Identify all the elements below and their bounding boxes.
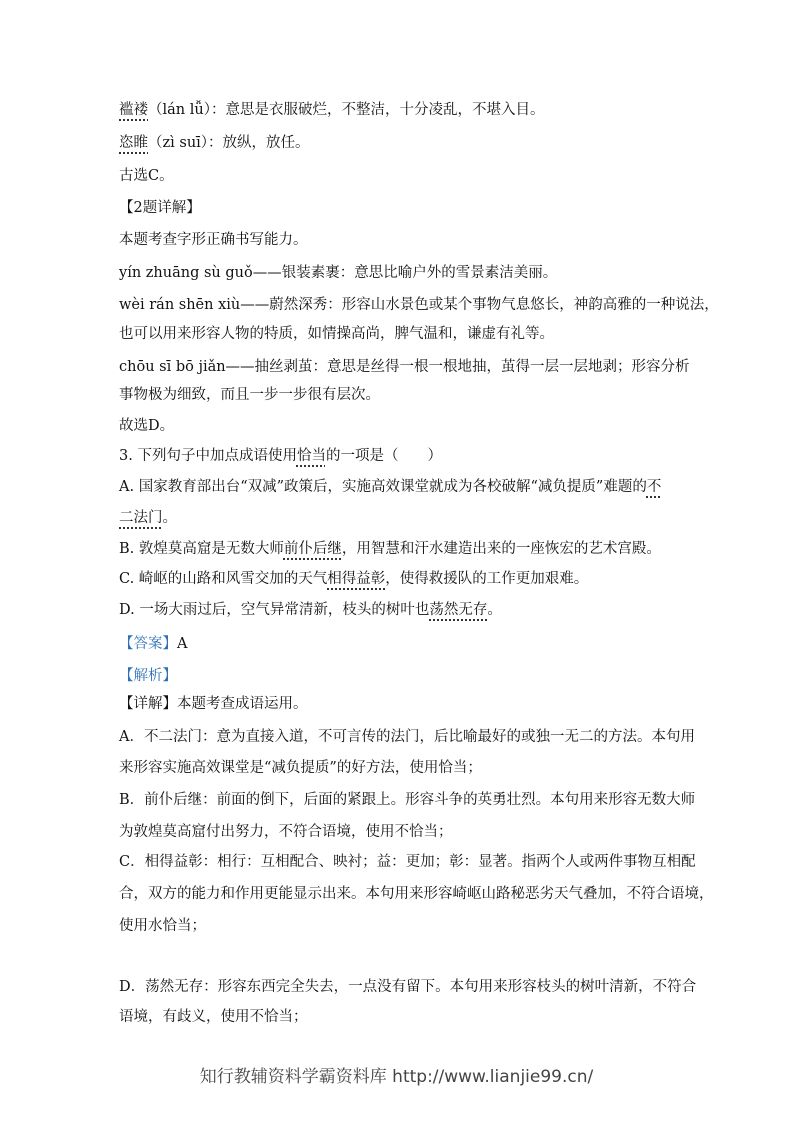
emphasized-term: 相得益彰 <box>327 571 386 587</box>
text-line: wèi rán shēn xiù——蔚然深秀：形容山水景色或某个事物气息悠长，神韵高雅的一种说法， <box>119 297 719 313</box>
text-line: 合，双方的能力和作用更能显示出来。本句用来形容崎岖山路秘恶劣天气叠加，不符合语境， <box>119 886 714 902</box>
text-line: 语境，有歧义，使用不恰当； <box>119 1009 308 1025</box>
text-line: C．相得益彰：相行：互相配合、映衬；益：更加；彰：显著。指两个人或两件事物互相配 <box>119 854 696 870</box>
text-line: chōu sī bō jiǎn——抽丝剥茧：意思是丝得一根一根地抽，茧得一层一层地剥；形容分析 <box>119 359 690 375</box>
emphasized-term: 荡然无存 <box>429 602 488 618</box>
answer-line <box>119 634 675 654</box>
text-line: 也可以用来形容人物的特质，如情操高尚，脾气温和，谦虚有礼等。 <box>119 326 554 342</box>
emphasized-term: 二法门 <box>119 510 163 526</box>
answer-label: 【答案】 <box>119 636 177 652</box>
emphasized-term: 前仆后继 <box>283 541 342 557</box>
text-line: 使用水恰当； <box>119 918 206 934</box>
footer-watermark: 知行教辅资料学霸资料库 http://www.lianjie99.cn/ <box>199 1067 594 1087</box>
emphasized-term: 恰当 <box>296 448 326 464</box>
emphasized-term: 褴褛 <box>119 102 148 118</box>
text-line: 【详解】本题考查成语运用。 <box>119 696 308 712</box>
option-a: A. 国家教育部出台“双减”政策后，实施高效课堂就成为各校破解“减负提质”难题的不 <box>119 479 662 495</box>
section-heading: 【2题详解】 <box>119 200 201 216</box>
text-line: 恣睢（zì suī）：放纵，放任。 <box>119 135 310 151</box>
text-line: A．不二法门：意为直接入道，不可言传的法门，后比喻最好的或独一无二的方法。本句用 <box>119 729 695 745</box>
question-stem: 3. 下列句子中加点成语使用恰当的一项是（ ） <box>119 448 442 464</box>
option-c: C. 崎岖的山路和风雪交加的天气相得益彰，使得救援队的工作更加艰难。 <box>119 571 589 587</box>
option-d: D. 一场大雨过后，空气异常清新，枝头的树叶也荡然无存。 <box>119 602 502 618</box>
answer-value: A <box>177 636 188 652</box>
text-line: B．前仆后继：前面的倒下，后面的紧跟上。形容斗争的英勇壮烈。本句用来形容无数大师 <box>119 792 696 808</box>
text-line: 为敦煌莫高窟付出努力，不符合语境，使用不恰当； <box>119 824 453 840</box>
analysis-label: 【解析】 <box>119 668 177 684</box>
text-line: 褴褛（lán lǚ）：意思是衣服破烂，不整洁，十分凌乱，不堪入目。 <box>119 102 545 118</box>
text-line: D．荡然无存：形容东西完全失去，一点没有留下。本句用来形容枝头的树叶清新，不符合 <box>119 979 697 995</box>
emphasized-term: 恣睢 <box>119 135 148 151</box>
text-line: 来形容实施高效课堂是“减负提质”的好方法，使用恰当； <box>119 760 482 776</box>
option-a-continued: 二法门。 <box>119 510 177 526</box>
emphasized-term: 不 <box>646 479 662 495</box>
text-line: yín zhuāng sù guǒ——银装素裹：意思比喻户外的雪景素洁美丽。 <box>119 265 558 281</box>
text-line: 古选C。 <box>119 168 174 184</box>
text-line: 事物极为细致，而且一步一步很有层次。 <box>119 387 380 403</box>
text-line: 故选D。 <box>119 418 175 434</box>
analysis-line <box>119 666 675 686</box>
option-b: B. 敦煌莫高窟是无数大师前仆后继，用智慧和汗水建造出来的一座恢宏的艺术宫殿。 <box>119 541 661 557</box>
text-line: 本题考查字形正确书写能力。 <box>119 232 308 248</box>
